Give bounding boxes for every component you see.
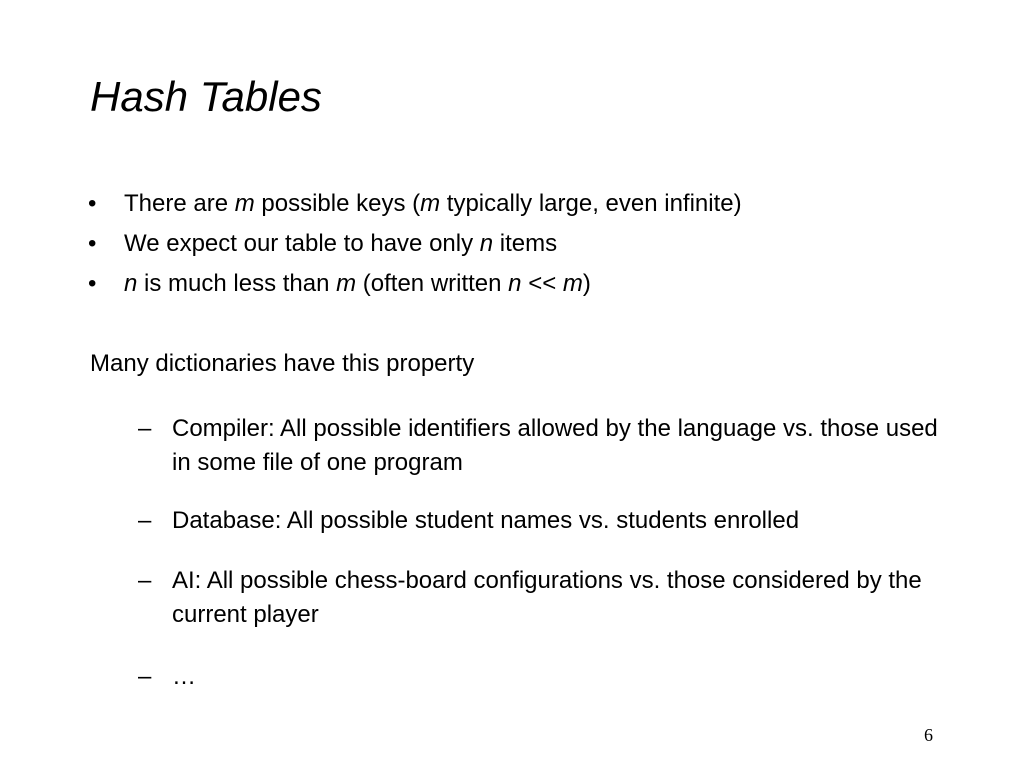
bullet-text: We expect our table to have only n items	[124, 230, 558, 257]
bullet-marker: •	[88, 230, 97, 257]
bullet-marker: •	[88, 190, 97, 217]
sub-item	[138, 504, 958, 538]
sub-item	[138, 660, 958, 694]
bullet-item	[88, 228, 742, 268]
sub-item	[138, 564, 958, 632]
bullet-list	[88, 188, 742, 308]
dash-marker: –	[138, 567, 152, 594]
sub-item	[138, 412, 958, 480]
page-number: 6	[924, 725, 933, 745]
sub-item-text: Database: All possible student names vs. students enrolled	[172, 507, 800, 534]
sub-item-text: Compiler: All possible identifiers allowed by the language vs. those used in some file of one program	[172, 415, 938, 476]
sub-item-text: …	[172, 663, 196, 690]
bullet-text: There are m possible keys (m typically large, even infinite)	[124, 190, 742, 217]
slide-title: Hash Tables	[90, 73, 322, 120]
bullet-item	[88, 188, 742, 228]
dash-marker: –	[138, 663, 152, 690]
sub-item-text: AI: All possible chess-board configurations vs. those considered by the current player	[172, 567, 922, 628]
bullet-item	[88, 268, 742, 308]
sub-list	[138, 412, 958, 718]
dash-marker: –	[138, 507, 152, 534]
bullet-text: n is much less than m (often written n << m)	[124, 270, 591, 297]
bullet-marker: •	[88, 270, 97, 297]
dash-marker: –	[138, 415, 152, 442]
paragraph-text: Many dictionaries have this property	[90, 350, 475, 377]
